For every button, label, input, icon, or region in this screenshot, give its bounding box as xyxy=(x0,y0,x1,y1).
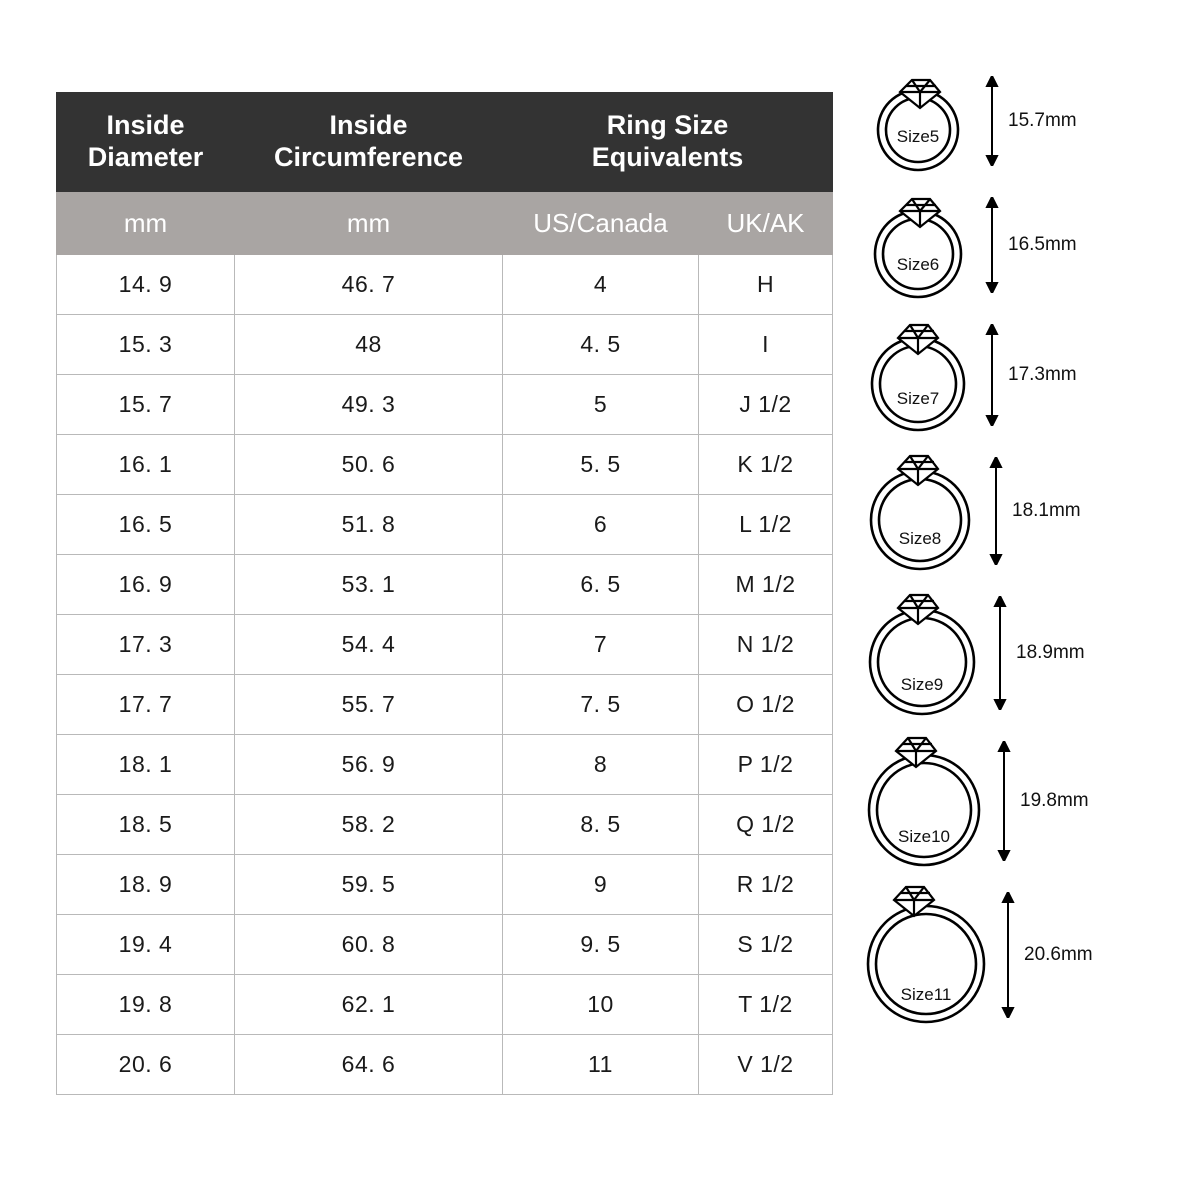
ring-size-label: Size9 xyxy=(900,674,944,694)
ring-illustration xyxy=(858,183,978,306)
subheader-us-canada: US/Canada xyxy=(503,192,699,255)
cell-circumference: 59. 5 xyxy=(235,855,503,915)
header-line-1: Ring Size xyxy=(606,110,729,141)
cell-diameter: 16. 1 xyxy=(57,435,235,495)
cell-uk-size: J 1/2 xyxy=(699,375,833,435)
header-line-1: Inside xyxy=(329,110,408,141)
cell-uk-size: M 1/2 xyxy=(699,555,833,615)
cell-uk-size: Q 1/2 xyxy=(699,795,833,855)
cell-us-size: 11 xyxy=(503,1035,699,1095)
cell-diameter: 20. 6 xyxy=(57,1035,235,1095)
cell-us-size: 10 xyxy=(503,975,699,1035)
ring-dimension xyxy=(1000,892,1093,1018)
cell-diameter: 18. 5 xyxy=(57,795,235,855)
ring-size-table xyxy=(56,92,833,1095)
double-arrow-icon xyxy=(992,596,1008,710)
table-header xyxy=(57,93,833,255)
table-row xyxy=(57,855,833,915)
cell-circumference: 46. 7 xyxy=(235,255,503,315)
table-row xyxy=(57,615,833,675)
double-arrow-icon xyxy=(984,324,1000,426)
header-ring-size-equivalents xyxy=(503,93,833,192)
cell-diameter: 18. 1 xyxy=(57,735,235,795)
cell-uk-size: S 1/2 xyxy=(699,915,833,975)
table-row xyxy=(57,675,833,735)
cell-diameter: 15. 3 xyxy=(57,315,235,375)
ring-diagram-row xyxy=(858,727,1168,874)
table-subheader-row xyxy=(57,192,833,255)
cell-circumference: 60. 8 xyxy=(235,915,503,975)
ring-dimension xyxy=(992,596,1085,710)
ring-dimension xyxy=(988,457,1081,565)
cell-circumference: 53. 1 xyxy=(235,555,503,615)
table-row xyxy=(57,435,833,495)
cell-circumference: 64. 6 xyxy=(235,1035,503,1095)
ring-illustration xyxy=(858,62,978,179)
header-line-1: Inside xyxy=(106,110,185,141)
ring-illustration xyxy=(858,878,994,1031)
ring-measurement-text: 17.3mm xyxy=(1008,363,1077,385)
ring-icon xyxy=(858,582,986,718)
cell-uk-size: K 1/2 xyxy=(699,435,833,495)
subheader-circumference-mm: mm xyxy=(235,192,503,255)
cell-circumference: 48 xyxy=(235,315,503,375)
cell-circumference: 54. 4 xyxy=(235,615,503,675)
table-row xyxy=(57,255,833,315)
cell-us-size: 9 xyxy=(503,855,699,915)
ring-size-label: Size5 xyxy=(896,126,940,146)
cell-us-size: 4. 5 xyxy=(503,315,699,375)
ring-icon xyxy=(858,878,994,1026)
table-row xyxy=(57,915,833,975)
table-row xyxy=(57,735,833,795)
table-row xyxy=(57,495,833,555)
cell-uk-size: R 1/2 xyxy=(699,855,833,915)
cell-us-size: 8. 5 xyxy=(503,795,699,855)
cell-us-size: 6 xyxy=(503,495,699,555)
cell-diameter: 19. 4 xyxy=(57,915,235,975)
ring-size-label: Size11 xyxy=(900,984,952,1004)
ring-dimension xyxy=(996,741,1089,861)
cell-us-size: 9. 5 xyxy=(503,915,699,975)
cell-circumference: 55. 7 xyxy=(235,675,503,735)
header-inside-circumference xyxy=(235,93,503,192)
cell-diameter: 15. 7 xyxy=(57,375,235,435)
ring-diagram-row xyxy=(858,443,1168,578)
ring-dimension xyxy=(984,197,1077,293)
ring-size-label: Size6 xyxy=(896,254,940,274)
ring-measurement-text: 16.5mm xyxy=(1008,233,1077,255)
cell-uk-size: L 1/2 xyxy=(699,495,833,555)
ring-dimension xyxy=(984,76,1077,166)
double-arrow-icon xyxy=(988,457,1004,565)
header-line-2: Circumference xyxy=(273,142,464,172)
cell-diameter: 14. 9 xyxy=(57,255,235,315)
cell-uk-size: T 1/2 xyxy=(699,975,833,1035)
cell-circumference: 51. 8 xyxy=(235,495,503,555)
ring-diagram-list xyxy=(858,62,1168,1035)
cell-us-size: 5. 5 xyxy=(503,435,699,495)
cell-us-size: 8 xyxy=(503,735,699,795)
cell-us-size: 6. 5 xyxy=(503,555,699,615)
table-row xyxy=(57,1035,833,1095)
ring-diagram-row xyxy=(858,62,1168,179)
cell-uk-size: O 1/2 xyxy=(699,675,833,735)
cell-circumference: 58. 2 xyxy=(235,795,503,855)
ring-illustration xyxy=(858,443,982,578)
cell-uk-size: I xyxy=(699,315,833,375)
cell-uk-size: N 1/2 xyxy=(699,615,833,675)
table-row xyxy=(57,375,833,435)
ring-diagram-row xyxy=(858,878,1168,1031)
double-arrow-icon xyxy=(984,197,1000,293)
ring-diagram-row xyxy=(858,582,1168,723)
ring-size-label: Size10 xyxy=(898,826,950,846)
table-row xyxy=(57,555,833,615)
cell-circumference: 50. 6 xyxy=(235,435,503,495)
ring-dimension xyxy=(984,324,1077,426)
ring-illustration xyxy=(858,727,990,874)
ring-measurement-text: 15.7mm xyxy=(1008,109,1077,131)
ring-size-table-container xyxy=(56,92,832,1095)
ring-icon xyxy=(858,310,978,434)
double-arrow-icon xyxy=(996,741,1012,861)
cell-diameter: 16. 9 xyxy=(57,555,235,615)
cell-circumference: 49. 3 xyxy=(235,375,503,435)
ring-size-label: Size7 xyxy=(896,388,940,408)
cell-diameter: 17. 3 xyxy=(57,615,235,675)
table-row xyxy=(57,315,833,375)
ring-measurement-text: 19.8mm xyxy=(1020,789,1089,811)
cell-diameter: 19. 8 xyxy=(57,975,235,1035)
cell-diameter: 16. 5 xyxy=(57,495,235,555)
cell-uk-size: V 1/2 xyxy=(699,1035,833,1095)
cell-diameter: 18. 9 xyxy=(57,855,235,915)
table-row xyxy=(57,795,833,855)
ring-diagram-row xyxy=(858,183,1168,306)
ring-icon xyxy=(858,183,978,301)
cell-us-size: 5 xyxy=(503,375,699,435)
table-group-header-row xyxy=(57,93,833,192)
ring-icon xyxy=(858,727,990,869)
table-body xyxy=(57,255,833,1095)
double-arrow-icon xyxy=(1000,892,1016,1018)
subheader-uk-ak: UK/AK xyxy=(699,192,833,255)
cell-circumference: 56. 9 xyxy=(235,735,503,795)
header-inside-diameter xyxy=(57,93,235,192)
ring-diagram-row xyxy=(858,310,1168,439)
double-arrow-icon xyxy=(984,76,1000,166)
ring-size-label: Size8 xyxy=(898,528,942,548)
cell-circumference: 62. 1 xyxy=(235,975,503,1035)
ring-icon xyxy=(858,443,982,573)
subheader-diameter-mm: mm xyxy=(57,192,235,255)
header-line-2: Equivalents xyxy=(591,142,744,172)
ring-icon xyxy=(858,62,978,174)
table-row xyxy=(57,975,833,1035)
cell-us-size: 4 xyxy=(503,255,699,315)
cell-diameter: 17. 7 xyxy=(57,675,235,735)
ring-measurement-text: 20.6mm xyxy=(1024,943,1093,965)
ring-illustration xyxy=(858,582,986,723)
cell-uk-size: P 1/2 xyxy=(699,735,833,795)
ring-measurement-text: 18.1mm xyxy=(1012,499,1081,521)
cell-us-size: 7 xyxy=(503,615,699,675)
cell-us-size: 7. 5 xyxy=(503,675,699,735)
header-line-2: Diameter xyxy=(87,142,204,172)
cell-uk-size: H xyxy=(699,255,833,315)
ring-illustration xyxy=(858,310,978,439)
ring-measurement-text: 18.9mm xyxy=(1016,641,1085,663)
